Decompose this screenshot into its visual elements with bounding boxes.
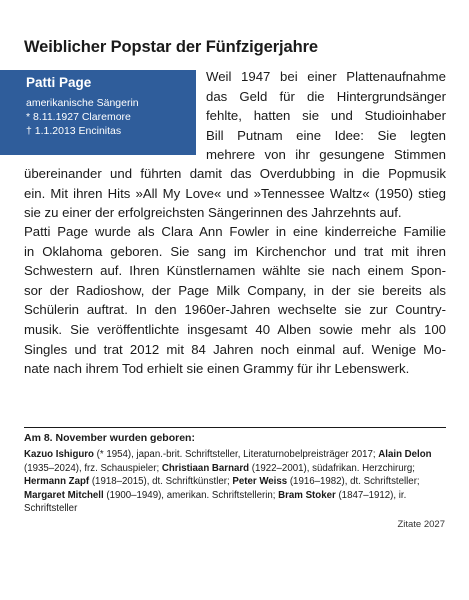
paragraph-2: [24, 222, 446, 379]
bio-box: [0, 70, 196, 155]
text-line: Bill Putnam eine Idee: Sie legten: [206, 127, 446, 143]
footer-source: Zitate 2027: [397, 519, 445, 530]
divider: [24, 427, 446, 428]
bio-name: Patti Page: [26, 75, 92, 90]
text-line: in Oklahoma geboren. Sie sang im Kirchenchor und trat mit ihren: [24, 243, 446, 259]
text-line: sie zu einer der erfolgreichsten Sängerinnen des Jahrzehnts auf.: [24, 205, 402, 221]
birth-name: Peter Weiss: [232, 476, 288, 487]
birth-name: Bram Stoker: [278, 489, 336, 501]
bio-line: † 1.1.2013 Encinitas: [26, 125, 122, 137]
birth-desc: (1900–1949), amerikan. Schriftstellerin;: [103, 489, 279, 501]
birth-desc: (1847–1912), ir. Schriftsteller: [24, 489, 407, 514]
birth-desc: (1916–1982), dt. Schriftsteller;: [287, 476, 420, 487]
birth-name: Alain Delon: [378, 449, 432, 460]
birth-desc: (1918–2015), dt. Schriftkünstler;: [89, 476, 233, 487]
bio-line: amerikanische Sängerin: [26, 97, 139, 109]
birth-name: Kazuo Ishiguro: [24, 449, 94, 460]
paragraph-1-full: [24, 164, 446, 223]
text-line: mehrere von ihr gesungene Stimmen: [206, 147, 446, 163]
text-line: Patti Page wurde als Clara Ann Fowler in eine kinderreiche Familie: [24, 224, 446, 239]
text-line: ein. Mit ihren Hits »All My Love« und »Tennessee Waltz« (1950) stieg: [24, 185, 446, 201]
text-line: fehlte, hatten sie und Studioinhaber: [206, 108, 446, 124]
text-line: musik. Sie veröffentlichte insgesamt 40 Alben sowie mehr als 100: [24, 321, 446, 337]
text-line: übereinander und führten damit das Overdubbing in die Popmusik: [24, 166, 446, 181]
text-line: nate nach ihrem Tod erhielt sie einen Grammy für ihr Lebenswerk.: [24, 361, 410, 377]
birth-name: Christiaan Barnard: [161, 462, 250, 474]
bio-line: * 8.11.1927 Claremore: [26, 111, 131, 123]
birth-name: Margaret Mitchell: [24, 489, 104, 501]
text-line: Weil 1947 bei einer Plattenaufnahme: [206, 69, 446, 84]
births-heading: Am 8. November wurden geboren:: [24, 432, 195, 444]
birth-desc: (1922–2001), südafrikan. Herzchirurg;: [249, 462, 415, 474]
text-line: Schwestern auf. Ihren Künstlernamen wählte sie nach einem Spon-: [24, 263, 446, 279]
birth-desc: (* 1954), japan.-brit. Schriftsteller, Literaturnobelpreisträger 2017;: [93, 449, 379, 460]
births-text: [24, 448, 446, 516]
text-line: das Geld für die Hintergrundsänger: [206, 88, 446, 104]
birth-name: Hermann Zapf: [24, 476, 90, 487]
text-line: sor der Radioshow, der Page Milk Company, in der sie bereits als: [24, 282, 446, 298]
page-title: Weiblicher Popstar der Fünfzigerjahre: [24, 38, 318, 56]
text-line: Schülerin auftrat. In den 1960er-Jahren wechselte sie zur Country-: [24, 302, 446, 318]
birth-desc: (1935–2024), frz. Schauspieler;: [24, 462, 162, 474]
text-line: Singles und trat 2012 mit 84 Jahren noch einmal auf. Wenige Mo-: [24, 341, 446, 357]
paragraph-1-side: [206, 67, 446, 165]
